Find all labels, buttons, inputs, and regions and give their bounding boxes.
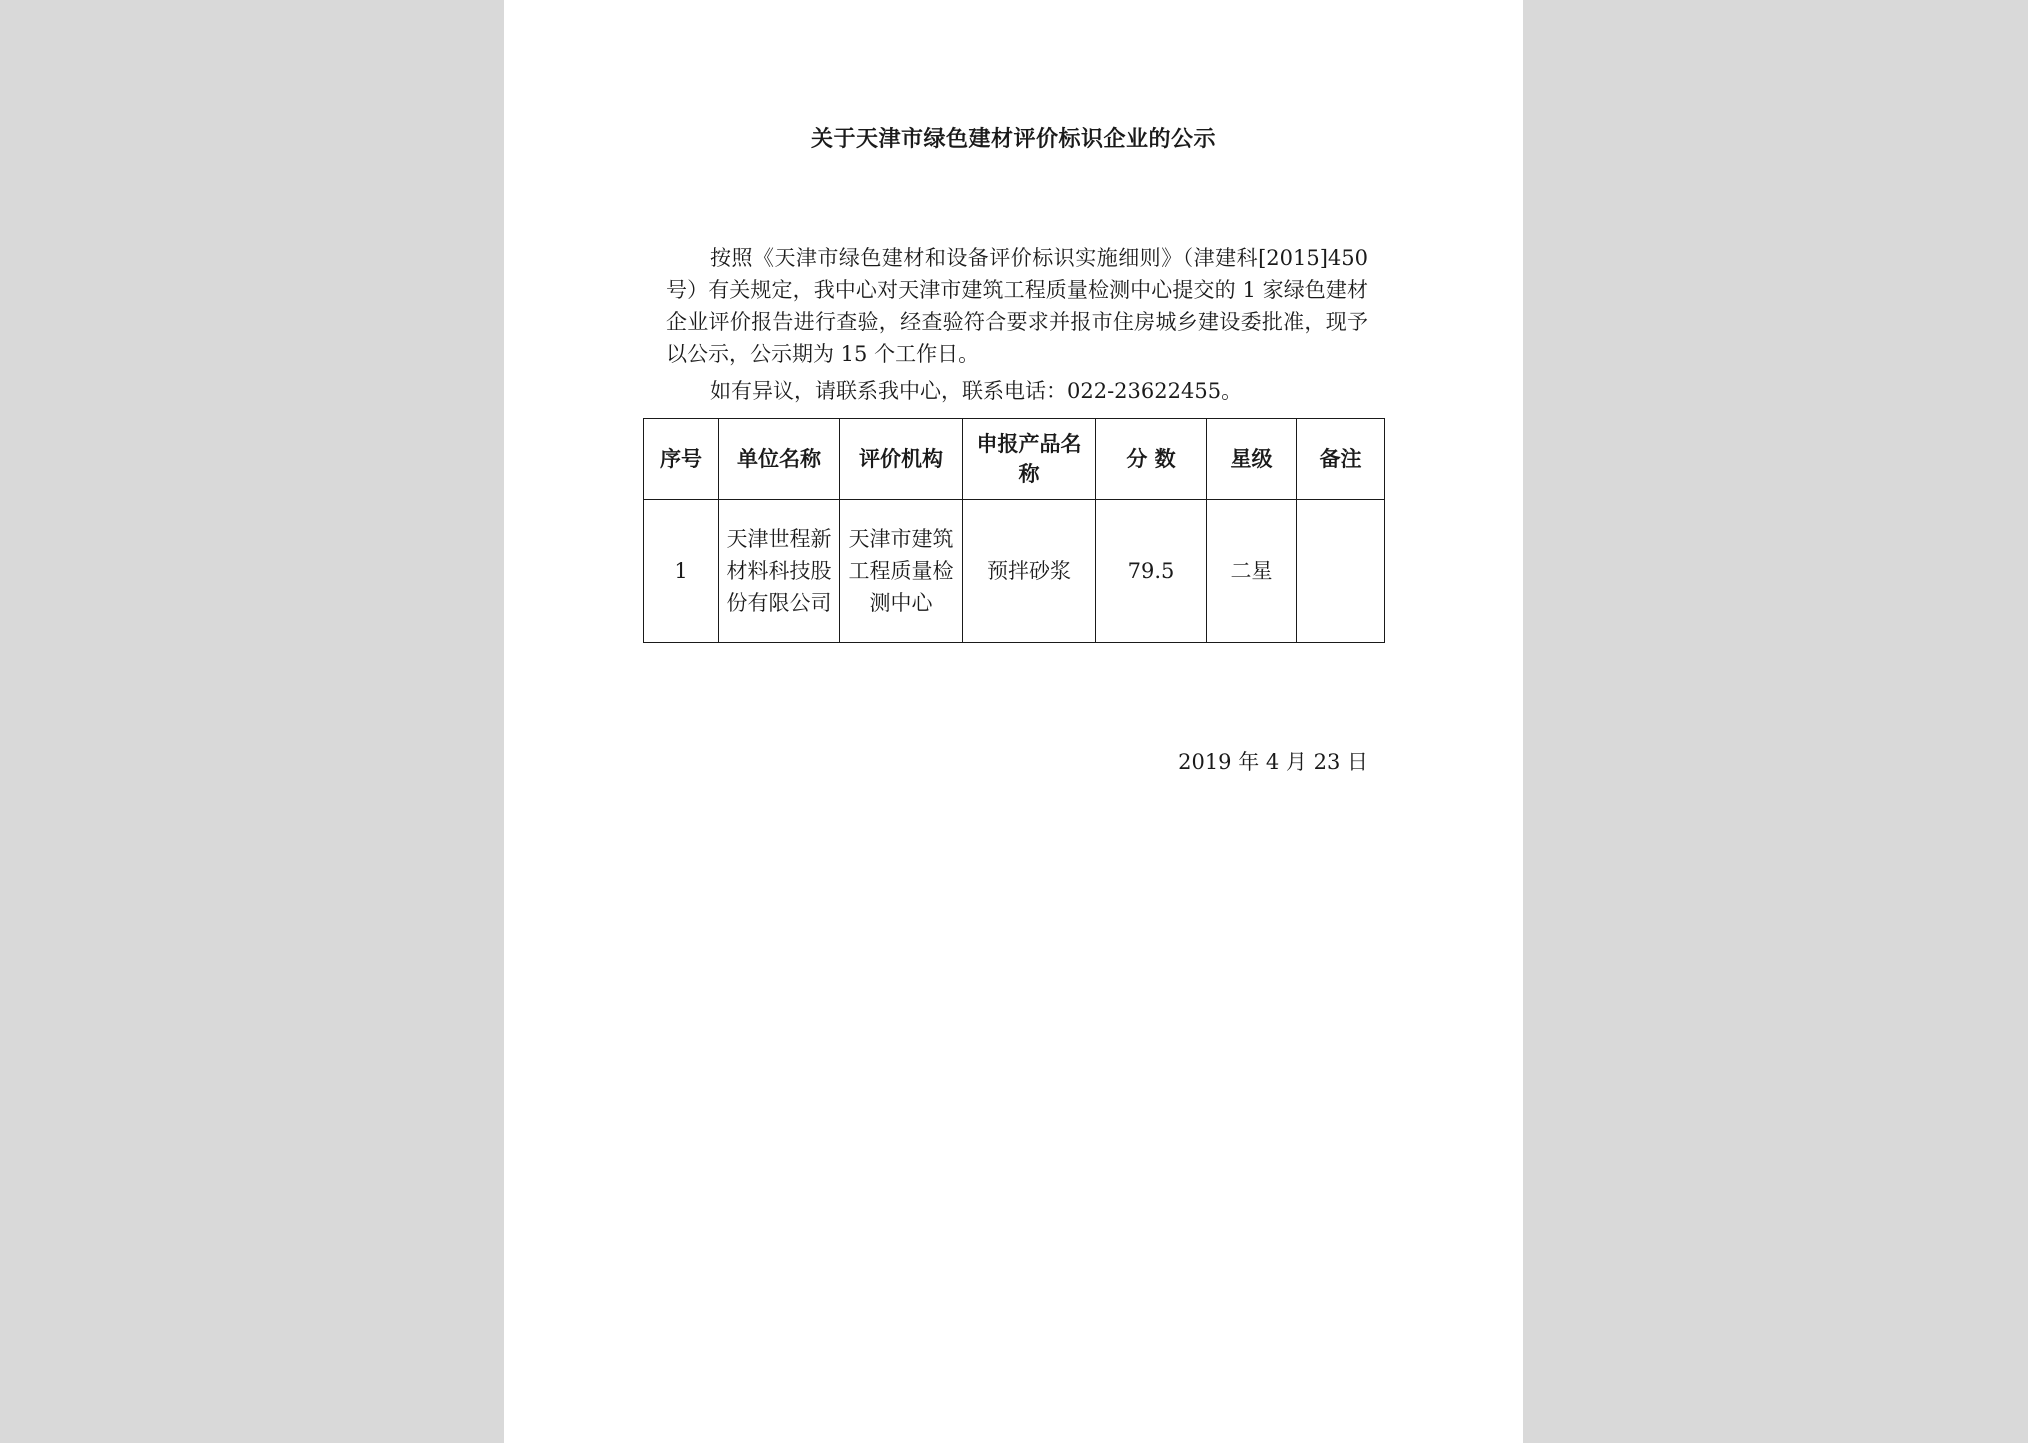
document-page [504,0,1523,1443]
cell-stars: 二星 [1207,500,1297,643]
table-row [644,500,1385,643]
header-stars: 星级 [1207,419,1297,500]
document-date: 2019 年 4 月 23 日 [1178,750,1368,774]
announcement-paragraph: 按照《天津市绿色建材和设备评价标识实施细则》（津建科[2015]450 号）有关规定，我中心对天津市建筑工程质量检测中心提交的 1 家绿色建材企业评价报告进行查验，经查验符合要求并报市住房城乡建设委批准，现予以公示，公示期为 15 个工作日。 [666,246,1368,366]
contact-paragraph: 如有异议，请联系我中心，联系电话：022-23622455。 [710,379,1243,403]
evaluation-table [643,418,1385,643]
header-index: 序号 [644,419,719,500]
cell-agency: 天津市建筑工程质量检测中心 [840,500,963,643]
cell-index: 1 [644,500,719,643]
header-company: 单位名称 [719,419,840,500]
header-product [963,419,1096,500]
table-header-row [644,419,1385,500]
cell-product: 预拌砂浆 [963,500,1096,643]
header-product-label: 申报产品名称 [976,432,1082,486]
cell-remarks [1297,500,1385,643]
cell-score: 79.5 [1096,500,1207,643]
header-score: 分 数 [1096,419,1207,500]
cell-company: 天津世程新材料科技股份有限公司 [719,500,840,643]
header-agency: 评价机构 [840,419,963,500]
document-title: 关于天津市绿色建材评价标识企业的公示 [810,127,1216,152]
header-remarks: 备注 [1297,419,1385,500]
